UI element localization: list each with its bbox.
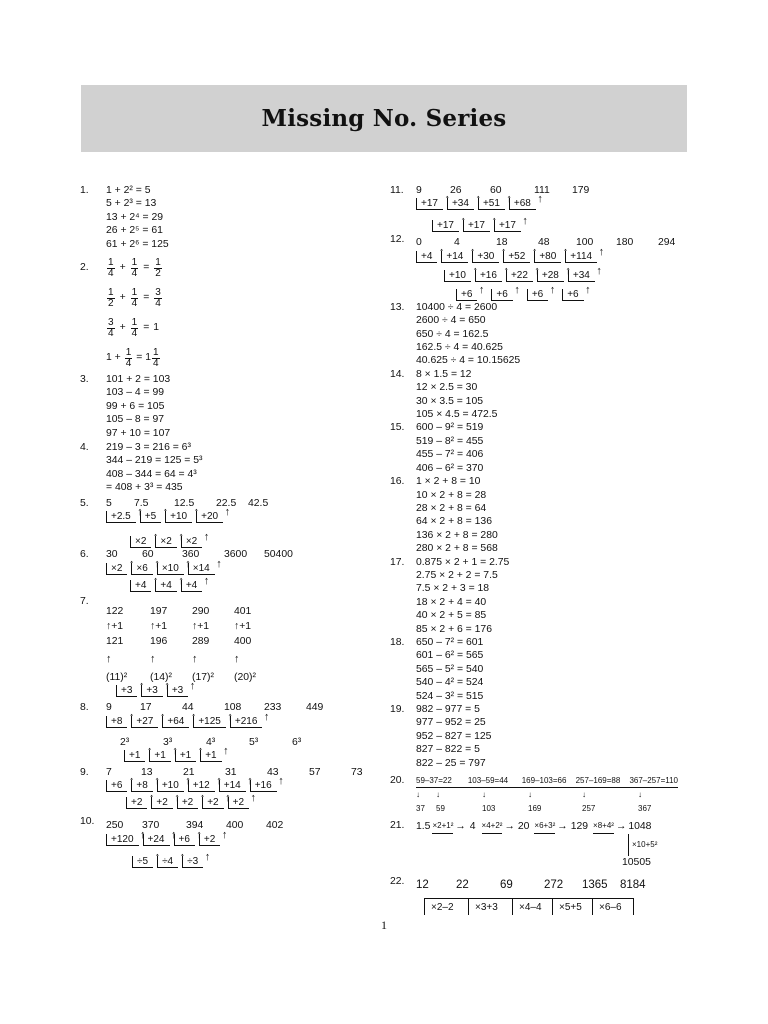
title-banner (81, 85, 687, 152)
q11-differences: +17 ↑ +34 ↑ +51 ↑ +68 ↑ (416, 198, 690, 210)
q22-terms: 12 22 69 272 1365 8184 (416, 879, 646, 892)
q20-terms: 37 59 103 169 257 367 (416, 803, 652, 813)
question-22: 22. 12 22 69 272 1365 8184 ×2–2 ×3+3 ×4–4 ×5+5 ×6–6 (390, 875, 690, 915)
question-13: 13. 10400 ÷ 4 = 2600 2600 ÷ 4 = 650 650 ÷ 4 = 162.5 162.5 ÷ 4 = 40.625 40.625 ÷ 4 = 10.15625 (390, 301, 521, 367)
page-number: 1 (381, 918, 387, 932)
question-18: 18. 650 – 7² = 601 601 – 6² = 565 565 – 5² = 540 540 – 4² = 524 524 – 3² = 515 (390, 636, 484, 702)
q7-plus: ↑+1 ↑+1 ↑+1 ↑+1 (106, 620, 252, 632)
q7-arrows: ↑ ↑ ↑ ↑ (106, 653, 240, 666)
question-9: 9. 7 13 21 31 43 57 73 +6 ↑ +8 ↑ +10 ↑ +12 ↑ +14 ↑ +16 ↑ +2 ↑ +2 ↑ +2 ↑ +2 ↑ +2 ↑ (80, 766, 380, 809)
q6-ratios: ×2 ↑ ×6 ↑ ×10 ↑ ×14 ↑ (106, 563, 380, 575)
q10-differences: +120 ↑ +24 ↑ +6 ↑ +2 ↑ (106, 834, 380, 846)
question-12: 12. 0 4 18 48 100 180 294 +4 ↑ +14 ↑ +30 ↑ +52 ↑ +80 ↑ +114 ↑ +10 ↑ +16 ↑ +22 ↑ +28 ↑ +34 ↑ +6 ↑ +6 ↑ +6 ↑ +6 ↑ (390, 233, 690, 300)
q12-second-differences: +10 ↑ +16 ↑ +22 ↑ +28 ↑ +34 ↑ (444, 270, 690, 282)
question-20: 20. 59–37=22 103–59=44 169–103=66 257–169=88 367–257=110 ↓ ↓ ↓ ↓ ↓ ↓ 37 59 103 169 257 367 (390, 774, 690, 815)
q5-terms: 5 7.5 12.5 22.5 42.5 (106, 497, 269, 509)
q1-lines: 1 + 2² = 5 5 + 2³ = 13 13 + 2⁴ = 29 26 + 2⁵ = 61 61 + 2⁶ = 125 (106, 185, 169, 250)
q8-cube-steps: +1 ↑ +1 ↑ +1 ↑ +1 ↑ (124, 750, 380, 762)
q10-terms: 250 370 394 400 402 (106, 820, 284, 832)
question-10: 10. 250 370 394 400 402 +120 ↑ +24 ↑ +6 ↑ +2 ↑ ÷5 ↑ ÷4 ↑ ÷3 ↑ (80, 815, 380, 867)
q12-differences: +4 ↑ +14 ↑ +30 ↑ +52 ↑ +80 ↑ +114 ↑ (416, 251, 690, 263)
question-4: 4. 219 – 3 = 216 = 6³ 344 – 219 = 125 = 5³ 408 – 344 = 64 = 4³ = 408 + 3³ = 435 (80, 442, 203, 494)
q12-terms: 0 4 18 48 100 180 294 (416, 237, 676, 249)
q20-operations: 59–37=22 103–59=44 169–103=66 257–169=88 367–257=110 (416, 774, 678, 788)
q21-chain: 1.5 ×2+1² → 4 ×4+2² → 20 ×6+3² → 129 ×8+4² → 1048 (416, 821, 652, 833)
q12-third-differences: +6 ↑ +6 ↑ +6 ↑ +6 ↑ (456, 289, 690, 301)
left-column (80, 184, 380, 868)
question-19: 19. 982 – 977 = 5 977 – 952 = 25 952 – 827 = 125 827 – 822 = 5 822 – 25 = 797 (390, 704, 492, 769)
q5-differences: +2.5 ↑ +5 ↑ +10 ↑ +20 ↑ (106, 511, 380, 523)
q6-terms: 30 60 360 3600 50400 (106, 549, 293, 561)
q11-terms: 9 26 60 111 179 (416, 185, 590, 196)
q9-terms: 7 13 21 31 43 57 73 (106, 766, 363, 778)
q20-arrows: ↓ ↓ ↓ ↓ ↓ ↓ (416, 790, 642, 800)
question-7: 7. 122 197 290 401 ↑+1 ↑+1 ↑+1 ↑+1 121 196 289 400 ↑ ↑ ↑ ↑ (11)² (14)² (17)² (20)² +3 ↑ +3 ↑ +3 ↑ (80, 595, 380, 698)
q2-line-1: 1 4 + $\frac{1}{4}$ = $\frac{1}{2}$ (108, 256, 161, 279)
q9-second-differences: +2 ↑ +2 ↑ +2 ↑ +2 ↑ +2 ↑ (126, 797, 380, 809)
question-8: 8. 9 17 44 108 233 449 +8 ↑ +27 ↑ +64 ↑ +125 ↑ +216 ↑ 2³ 3³ 4³ 5³ 6³ +1 ↑ +1 ↑ +1 ↑ +1 ↑ (80, 701, 380, 762)
question-14: 14. 8 × 1.5 = 12 12 × 2.5 = 30 30 × 3.5 = 105 105 × 4.5 = 472.5 (390, 368, 498, 421)
question-15: 15. 600 – 9² = 519 519 – 8² = 455 455 – 7² = 406 406 – 6² = 370 (390, 422, 484, 474)
question-3: 3. 101 + 2 = 103 103 – 4 = 99 99 + 6 = 105 105 – 8 = 97 97 + 10 = 107 (80, 374, 171, 439)
q2-line-3: 3 4 + $\frac{1}{4}$ = 1 (108, 316, 160, 339)
question-1: 1. 1 + 2² = 5 5 + 2³ = 13 13 + 2⁴ = 29 26 + 2⁵ = 61 61 + 2⁶ = 125 (80, 184, 380, 251)
q22-operations: ×2–2 ×3+3 ×4–4 ×5+5 ×6–6 (416, 898, 690, 914)
q7-mid: 121 196 289 400 (106, 636, 252, 648)
q6-differences: +4 ↑ +4 ↑ +4 ↑ (130, 580, 380, 592)
question-5: 5. 5 7.5 12.5 22.5 42.5 +2.5 ↑ +5 ↑ +10 ↑ +20 ↑ ×2 ↑ ×2 ↑ ×2 ↑ (80, 497, 380, 548)
question-16: 16. 1 × 2 + 8 = 10 10 × 2 + 8 = 28 28 × 2 + 8 = 64 64 × 2 + 8 = 136 136 × 2 + 8 = 280 280 × 2 + 8 = 568 (390, 476, 498, 555)
question-2: 2. 1 4 + $\frac{1}{4}$ = $\frac{1}{2}$ 1 2 + $\frac{1}{4}$ = $\frac{3}{4}$ 3 4 + $\frac{1}{4}$ = 1 1 + $\frac{1}{4}$ = 1 1 4 (80, 253, 380, 373)
q8-terms: 9 17 44 108 233 449 (106, 702, 324, 714)
q2-line-2: 1 2 + $\frac{1}{4}$ = $\frac{3}{4}$ (108, 286, 161, 309)
q2-line-4: 1 + $\frac{1}{4}$ = 1 1 4 (106, 346, 159, 369)
question-11: 11. 9 26 60 111 179 +17 ↑ +34 ↑ +51 ↑ +68 ↑ +17 ↑ +17 ↑ +17 ↑ (390, 184, 690, 232)
q7-top: 122 197 290 401 (106, 605, 252, 617)
q7-squares: (11)² (14)² (17)² (20)² (106, 671, 256, 683)
q21-tail: ×10+5² (628, 834, 690, 856)
q9-differences: +6 ↑ +8 ↑ +10 ↑ +12 ↑ +14 ↑ +16 ↑ (106, 780, 380, 792)
question-6: 6. 30 60 360 3600 50400 ×2 ↑ ×6 ↑ ×10 ↑ ×14 ↑ +4 ↑ +4 ↑ +4 ↑ (80, 548, 380, 591)
q8-cubes: 2³ 3³ 4³ 5³ 6³ (120, 736, 302, 748)
q10-divisions: ÷5 ↑ ÷4 ↑ ÷3 ↑ (132, 856, 380, 868)
right-column (390, 184, 690, 915)
q5-ratios: ×2 ↑ ×2 ↑ ×2 ↑ (130, 536, 380, 548)
q7-differences: +3 ↑ +3 ↑ +3 ↑ (116, 685, 380, 697)
q8-differences: +8 ↑ +27 ↑ +64 ↑ +125 ↑ +216 ↑ (106, 716, 380, 728)
page-title: Missing No. Series (261, 105, 507, 132)
q11-second-differences: +17 ↑ +17 ↑ +17 ↑ (432, 220, 690, 232)
question-21: 21. 1.5 ×2+1² → 4 ×4+2² → 20 ×6+3² → 129 ×8+4² → 1048 ×10+5² 10505 (390, 819, 690, 869)
question-17: 17. 0.875 × 2 + 1 = 2.75 2.75 × 2 + 2 = 7.5 7.5 × 2 + 3 = 18 18 × 2 + 4 = 40 40 × 2 + 5 = 85 85 × 2 + 6 = 176 (390, 556, 510, 635)
